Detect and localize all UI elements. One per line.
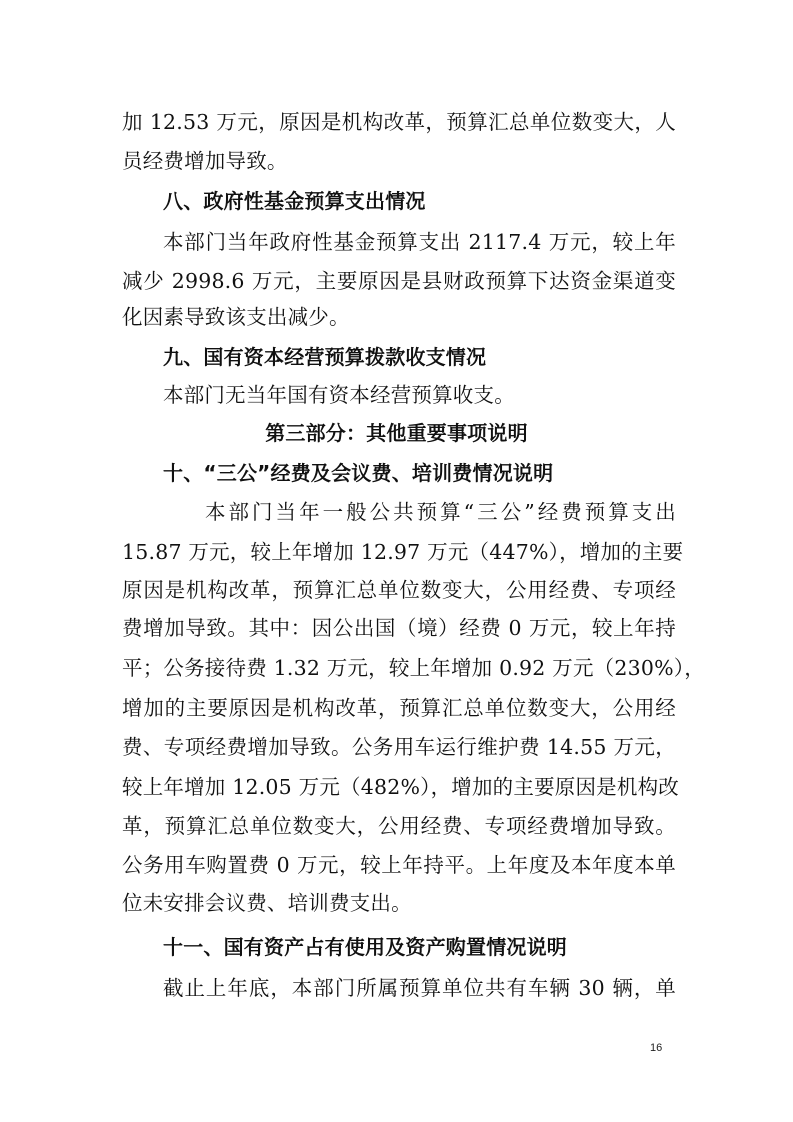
body-line: 本部门无当年国有资本经营预算收支。 (163, 383, 515, 407)
body-line: 增加的主要原因是机构改革，预算汇总单位数变大，公用经 (122, 696, 676, 720)
body-line: 较上年增加 12.05 万元（482%），增加的主要原因是机构改 (122, 775, 679, 799)
body-line: 费增加导致。其中：因公出国（境）经费 0 万元，较上年持 (122, 616, 676, 640)
body-line: 平；公务接待费 1.32 万元，较上年增加 0.92 万元（230%）， (122, 656, 705, 680)
body-line: 加 12.53 万元，原因是机构改革，预算汇总单位数变大，人 (122, 110, 676, 134)
body-line: 化因素导致该支出减少。 (122, 305, 350, 329)
section-heading-9: 九、国有资本经营预算拨款收支情况 (163, 345, 487, 369)
section-heading-8: 八、政府性基金预算支出情况 (163, 189, 426, 213)
body-line: 公务用车购置费 0 万元，较上年持平。上年度及本年度本单 (122, 853, 676, 877)
section-heading-11: 十一、国有资产占有使用及资产购置情况说明 (163, 935, 567, 959)
body-line: 位未安排会议费、培训费支出。 (122, 891, 412, 915)
section-heading-10: 十、“三公”经费及会议费、培训费情况说明 (163, 461, 554, 485)
body-line: 减少 2998.6 万元，主要原因是县财政预算下达资金渠道变 (122, 269, 676, 293)
page-number: 16 (650, 1042, 663, 1054)
part-heading: 第三部分：其他重要事项说明 (265, 421, 528, 445)
body-line: 员经费增加导致。 (122, 149, 288, 173)
body-line: 截止上年底，本部门所属预算单位共有车辆 30 辆，单 (163, 976, 676, 1000)
body-line: 革，预算汇总单位数变大，公用经费、专项经费增加导致。 (122, 814, 676, 838)
body-line: 原因是机构改革，预算汇总单位数变大，公用经费、专项经 (122, 578, 676, 602)
body-line: 费、专项经费增加导致。公务用车运行维护费 14.55 万元， (122, 735, 676, 759)
body-line: 15.87 万元，较上年增加 12.97 万元（447%），增加的主要 (122, 540, 684, 564)
body-line: 本部门当年一般公共预算“三公”经费预算支出 (205, 500, 676, 524)
body-line: 本部门当年政府性基金预算支出 2117.4 万元，较上年 (163, 230, 676, 254)
